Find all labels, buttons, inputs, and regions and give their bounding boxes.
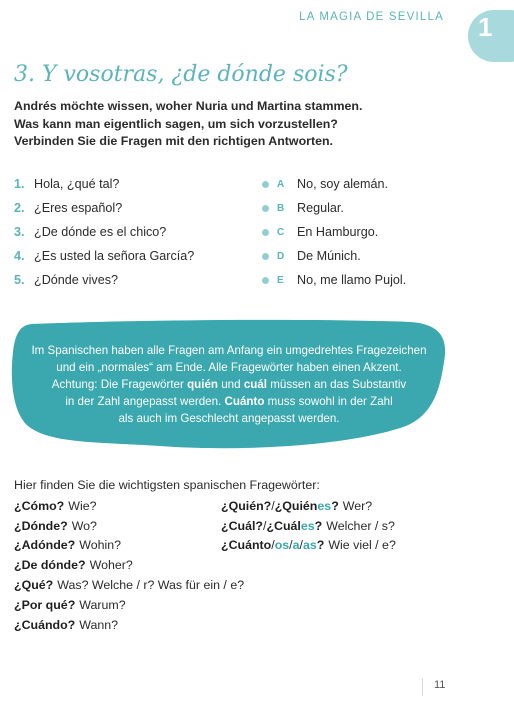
vocab-spanish: ¿De dónde? <box>14 558 86 573</box>
page-number: 11 <box>434 679 446 691</box>
vocab-spanish: ¿Adónde? <box>14 538 76 553</box>
vocab-item <box>14 595 244 615</box>
info-line: als auch im Geschlecht angepasst werden. <box>118 412 340 425</box>
instruction-line: Verbinden Sie die Fragen mit den richtigen Antworten. <box>14 134 333 148</box>
vocab-german: Wie? <box>68 498 97 513</box>
answer-text: No, soy alemán. <box>297 177 388 191</box>
question-list <box>14 172 194 292</box>
question-number: 1. <box>14 177 25 191</box>
vocab-separator: / <box>271 538 275 553</box>
answer-item[interactable] <box>262 172 406 196</box>
vocab-spanish: ¿Cómo? <box>14 498 65 513</box>
vocab-german: Wo? <box>71 518 97 533</box>
dot-icon[interactable] <box>262 205 269 212</box>
instructions <box>14 98 494 151</box>
answer-item[interactable] <box>262 196 406 220</box>
answer-letter: D <box>277 250 285 262</box>
vocab-separator: / <box>263 518 267 533</box>
answer-list <box>262 172 406 292</box>
vocab-german: Wie viel / e? <box>328 538 396 553</box>
info-emphasis: quién <box>187 378 219 391</box>
vocab-ending: os <box>274 538 290 553</box>
question-item[interactable] <box>14 172 194 196</box>
answer-item[interactable] <box>262 244 406 268</box>
vocab-item <box>14 496 244 516</box>
question-text: ¿De dónde es el chico? <box>34 225 167 239</box>
vocab-spanish: ¿Quién <box>274 498 318 513</box>
answer-text: No, me llamo Pujol. <box>297 273 407 287</box>
answer-item[interactable] <box>262 220 406 244</box>
vocab-spanish: ¿Cuál? <box>221 518 263 533</box>
question-text: ¿Eres español? <box>34 201 123 215</box>
instruction-line: Andrés möchte wissen, woher Nuria und Martina stammen. <box>14 99 363 113</box>
vocab-item <box>221 536 396 556</box>
header-title: LA MAGIA DE SEVILLA <box>299 11 444 23</box>
answer-letter: C <box>277 226 285 238</box>
answer-text: En Hamburgo. <box>297 225 379 239</box>
info-box <box>10 318 448 454</box>
question-text: ¿Es usted la señora García? <box>34 249 195 263</box>
vocab-item <box>14 615 244 635</box>
vocab-ending: es <box>317 498 332 513</box>
question-text: Hola, ¿qué tal? <box>34 177 120 191</box>
vocab-item <box>14 516 244 536</box>
dot-icon[interactable] <box>262 229 269 236</box>
info-line <box>20 376 438 393</box>
info-line <box>20 393 438 410</box>
question-item[interactable] <box>14 196 194 220</box>
instruction-line: Was kann man eigentlich sagen, um sich vorzustellen? <box>14 116 338 131</box>
chapter-number: 1 <box>478 12 493 42</box>
question-item[interactable] <box>14 220 194 244</box>
vocab-spanish: ¿Cuánto <box>221 538 272 553</box>
vocab-german: Wohin? <box>79 538 122 553</box>
footer-divider <box>422 678 423 696</box>
vocab-item <box>221 516 396 536</box>
exercise-title: 3. Y vosotras, ¿de dónde sois? <box>14 62 348 87</box>
info-fragment: und <box>218 378 244 391</box>
vocab-spanish: ? <box>331 498 339 513</box>
question-number: 3. <box>14 225 25 239</box>
answer-item[interactable] <box>262 268 406 292</box>
vocab-ending: a <box>292 538 300 553</box>
info-emphasis: cuál <box>243 378 268 391</box>
vocab-ending: es <box>300 518 315 533</box>
vocab-spanish: ¿Por qué? <box>14 597 76 612</box>
vocab-item <box>221 496 396 516</box>
vocab-german: Warum? <box>79 597 126 612</box>
question-number: 5. <box>14 273 25 287</box>
dot-icon[interactable] <box>262 253 269 260</box>
answer-letter: B <box>277 202 285 214</box>
answer-letter: E <box>277 274 284 286</box>
dot-icon[interactable] <box>262 181 269 188</box>
info-fragment: muss sowohl in der Zahl <box>264 395 393 408</box>
vocab-list-left <box>14 496 244 635</box>
vocab-list-right <box>221 496 396 555</box>
vocab-spanish: ¿Cuándo? <box>14 617 76 632</box>
vocab-intro: Hier finden Sie die wichtigsten spanischen Fragewörter: <box>14 478 320 492</box>
vocab-separator: / <box>271 498 275 513</box>
vocab-spanish: ? <box>314 518 323 533</box>
vocab-german: Wer? <box>342 498 373 513</box>
answer-text: Regular. <box>297 201 344 215</box>
vocab-german: Wann? <box>79 617 119 632</box>
dot-icon[interactable] <box>262 277 269 284</box>
vocab-spanish: ¿Cuál <box>266 518 301 533</box>
vocab-item <box>14 536 244 556</box>
vocab-spanish: ¿Dónde? <box>14 518 68 533</box>
question-text: ¿Dónde vives? <box>34 273 118 287</box>
info-emphasis: Cuánto <box>224 395 265 408</box>
vocab-german: Welcher / s? <box>326 518 395 533</box>
vocab-german: Was? Welche / r? Was für ein / e? <box>57 578 245 593</box>
info-line: Im Spanischen haben alle Fragen am Anfang ein umgedrehtes Fragezeichen <box>31 344 427 357</box>
answer-text: De Múnich. <box>297 249 361 263</box>
vocab-separator: / <box>299 538 303 553</box>
question-number: 4. <box>14 249 25 263</box>
info-fragment: Achtung: Die Fragewörter <box>51 378 188 391</box>
question-number: 2. <box>14 201 25 215</box>
vocab-ending: as <box>302 538 317 553</box>
chapter-tab <box>468 10 514 62</box>
vocab-spanish: ¿Quién? <box>221 498 272 513</box>
vocab-german: Woher? <box>89 558 133 573</box>
info-fragment: in der Zahl angepasst werden. <box>65 395 225 408</box>
question-item[interactable] <box>14 268 194 292</box>
vocab-item <box>14 575 244 595</box>
vocab-spanish: ¿Qué? <box>14 578 54 593</box>
answer-letter: A <box>277 178 285 190</box>
info-line: und ein „normales“ am Ende. Alle Fragewörter haben einen Akzent. <box>56 361 402 374</box>
info-text <box>20 342 438 427</box>
vocab-spanish: ? <box>316 538 325 553</box>
vocab-item <box>14 555 244 575</box>
vocab-separator: / <box>289 538 293 553</box>
question-item[interactable] <box>14 244 194 268</box>
info-fragment: müssen an das Substantiv <box>267 378 407 391</box>
